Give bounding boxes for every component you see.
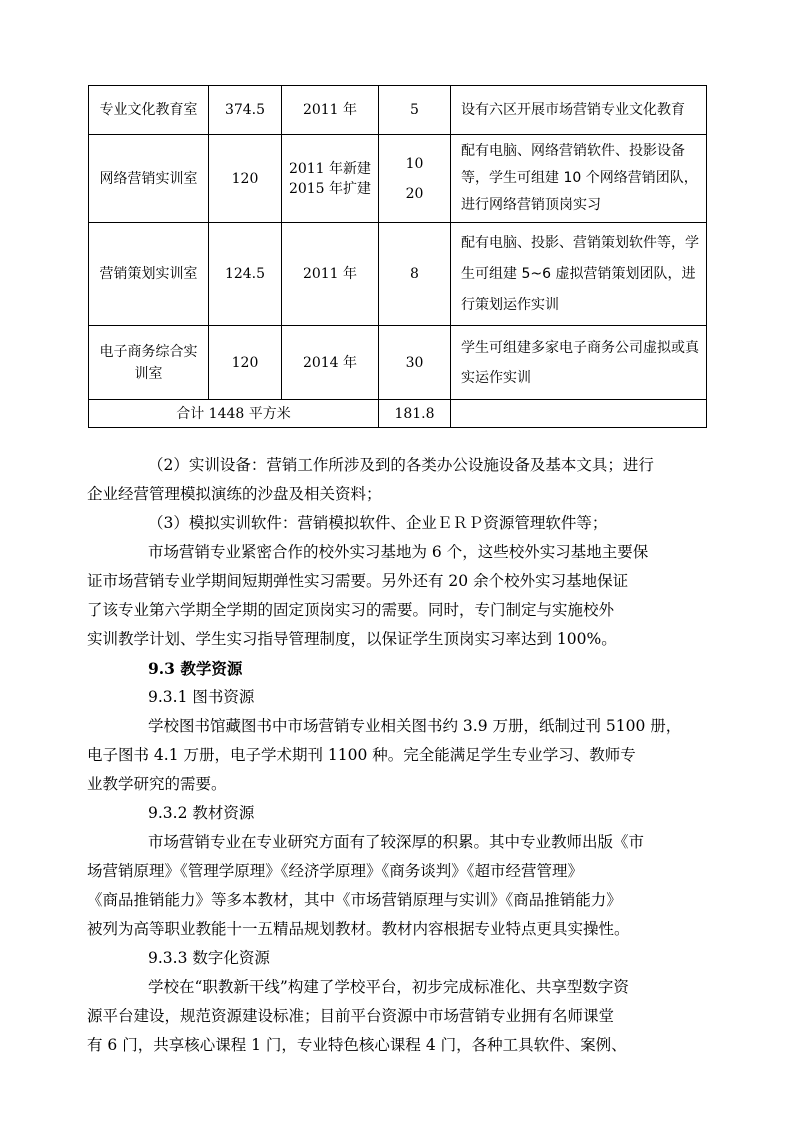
description-cell: 配有电脑、投影、营销策划软件等，学 生可组建 5~6 虚拟营销策划团队，进 行策划运作实训	[451, 223, 707, 326]
room-name-cell: 电子商务综合实 训室	[89, 326, 209, 400]
description-cell: 设有六区开展市场营销专业文化教育	[451, 86, 707, 135]
room-name-cell: 网络营销实训室	[89, 135, 209, 223]
area-cell: 120	[209, 326, 282, 400]
room-name-cell: 营销策划实训室	[89, 223, 209, 326]
description-cell: 配有电脑、网络营销软件、投影设备 等，学生可组建 10 个网络营销团队， 进行网络营销顶岗实习	[451, 135, 707, 223]
table-row	[89, 86, 707, 135]
room-name-cell: 专业文化教育室	[89, 86, 209, 135]
year-cell: 2011 年	[282, 223, 379, 326]
year-cell: 2011 年	[282, 86, 379, 135]
area-cell: 374.5	[209, 86, 282, 135]
subsection-heading: 9.3.1 图书资源	[148, 688, 255, 706]
area-cell: 120	[209, 135, 282, 223]
description-cell: 学生可组建多家电子商务公司虚拟或真 实运作实训	[451, 326, 707, 400]
empty-cell	[451, 400, 707, 428]
count-cell: 8	[379, 223, 451, 326]
year-cell: 2014 年	[282, 326, 379, 400]
section-heading: 9.3 教学资源	[148, 659, 243, 678]
count-cell: 5	[379, 86, 451, 135]
training-room-table	[88, 85, 707, 428]
body-text	[87, 451, 717, 1060]
subsection-heading: 9.3.3 数字化资源	[148, 949, 270, 967]
count-cell: 10 20	[379, 135, 451, 223]
table-total-row	[89, 400, 707, 428]
table-row	[89, 223, 707, 326]
year-cell: 2011 年新建 2015 年扩建	[282, 135, 379, 223]
paragraph: （2）实训设备：营销工作所涉及到的各类办公设施设备及基本文具；进行 企业经营管理模拟演练的沙盘及相关资料；	[87, 456, 654, 503]
paragraph: 市场营销专业在专业研究方面有了较深厚的积累。其中专业教师出版《市 场营销原理》《管理学原理》《经济学原理》《商务谈判》《超市经营管理》 《商品推销能力》等多本教材，其中《市场营销原理与实训》《商品推销能力》 被列为高等职业教能十一五精品规划教材。教材内容根据专业特点更具实操性。	[87, 833, 645, 938]
table-row	[89, 135, 707, 223]
table-row	[89, 326, 707, 400]
count-cell: 30	[379, 326, 451, 400]
paragraph: 学校图书馆藏图书中市场营销专业相关图书约 3.9 万册，纸制过刊 5100 册， 电子图书 4.1 万册，电子学术期刊 1100 种。完全能满足学生专业学习、教师专 业教学研究的需要。	[87, 717, 682, 793]
area-cell: 124.5	[209, 223, 282, 326]
paragraph: 市场营销专业紧密合作的校外实习基地为 6 个，这些校外实习基地主要保 证市场营销专业学期间短期弹性实习需要。另外还有 20 余个校外实习基地保证 了该专业第六学期全学期的固定顶岗实习的需要。同时，专门制定与实施校外 实训教学计划、学生实习指导管理制度，以保证学生顶岗实习率达到 100%。	[87, 543, 649, 648]
total-label-cell: 合计 1448 平方米	[89, 400, 379, 428]
subsection-heading: 9.3.2 教材资源	[148, 804, 255, 822]
total-value-cell: 181.8	[379, 400, 451, 428]
paragraph: 学校在“职教新干线”构建了学校平台，初步完成标准化、共享型数字资 源平台建设，规范资源建设标准；目前平台资源中市场营销专业拥有名师课堂 有 6 门，共享核心课程 1 门，专业特色核心课程 4 门，各种工具软件、案例、	[87, 978, 629, 1054]
paragraph: （3）模拟实训软件：营销模拟软件、企业ＥＲＰ资源管理软件等；	[148, 514, 608, 532]
